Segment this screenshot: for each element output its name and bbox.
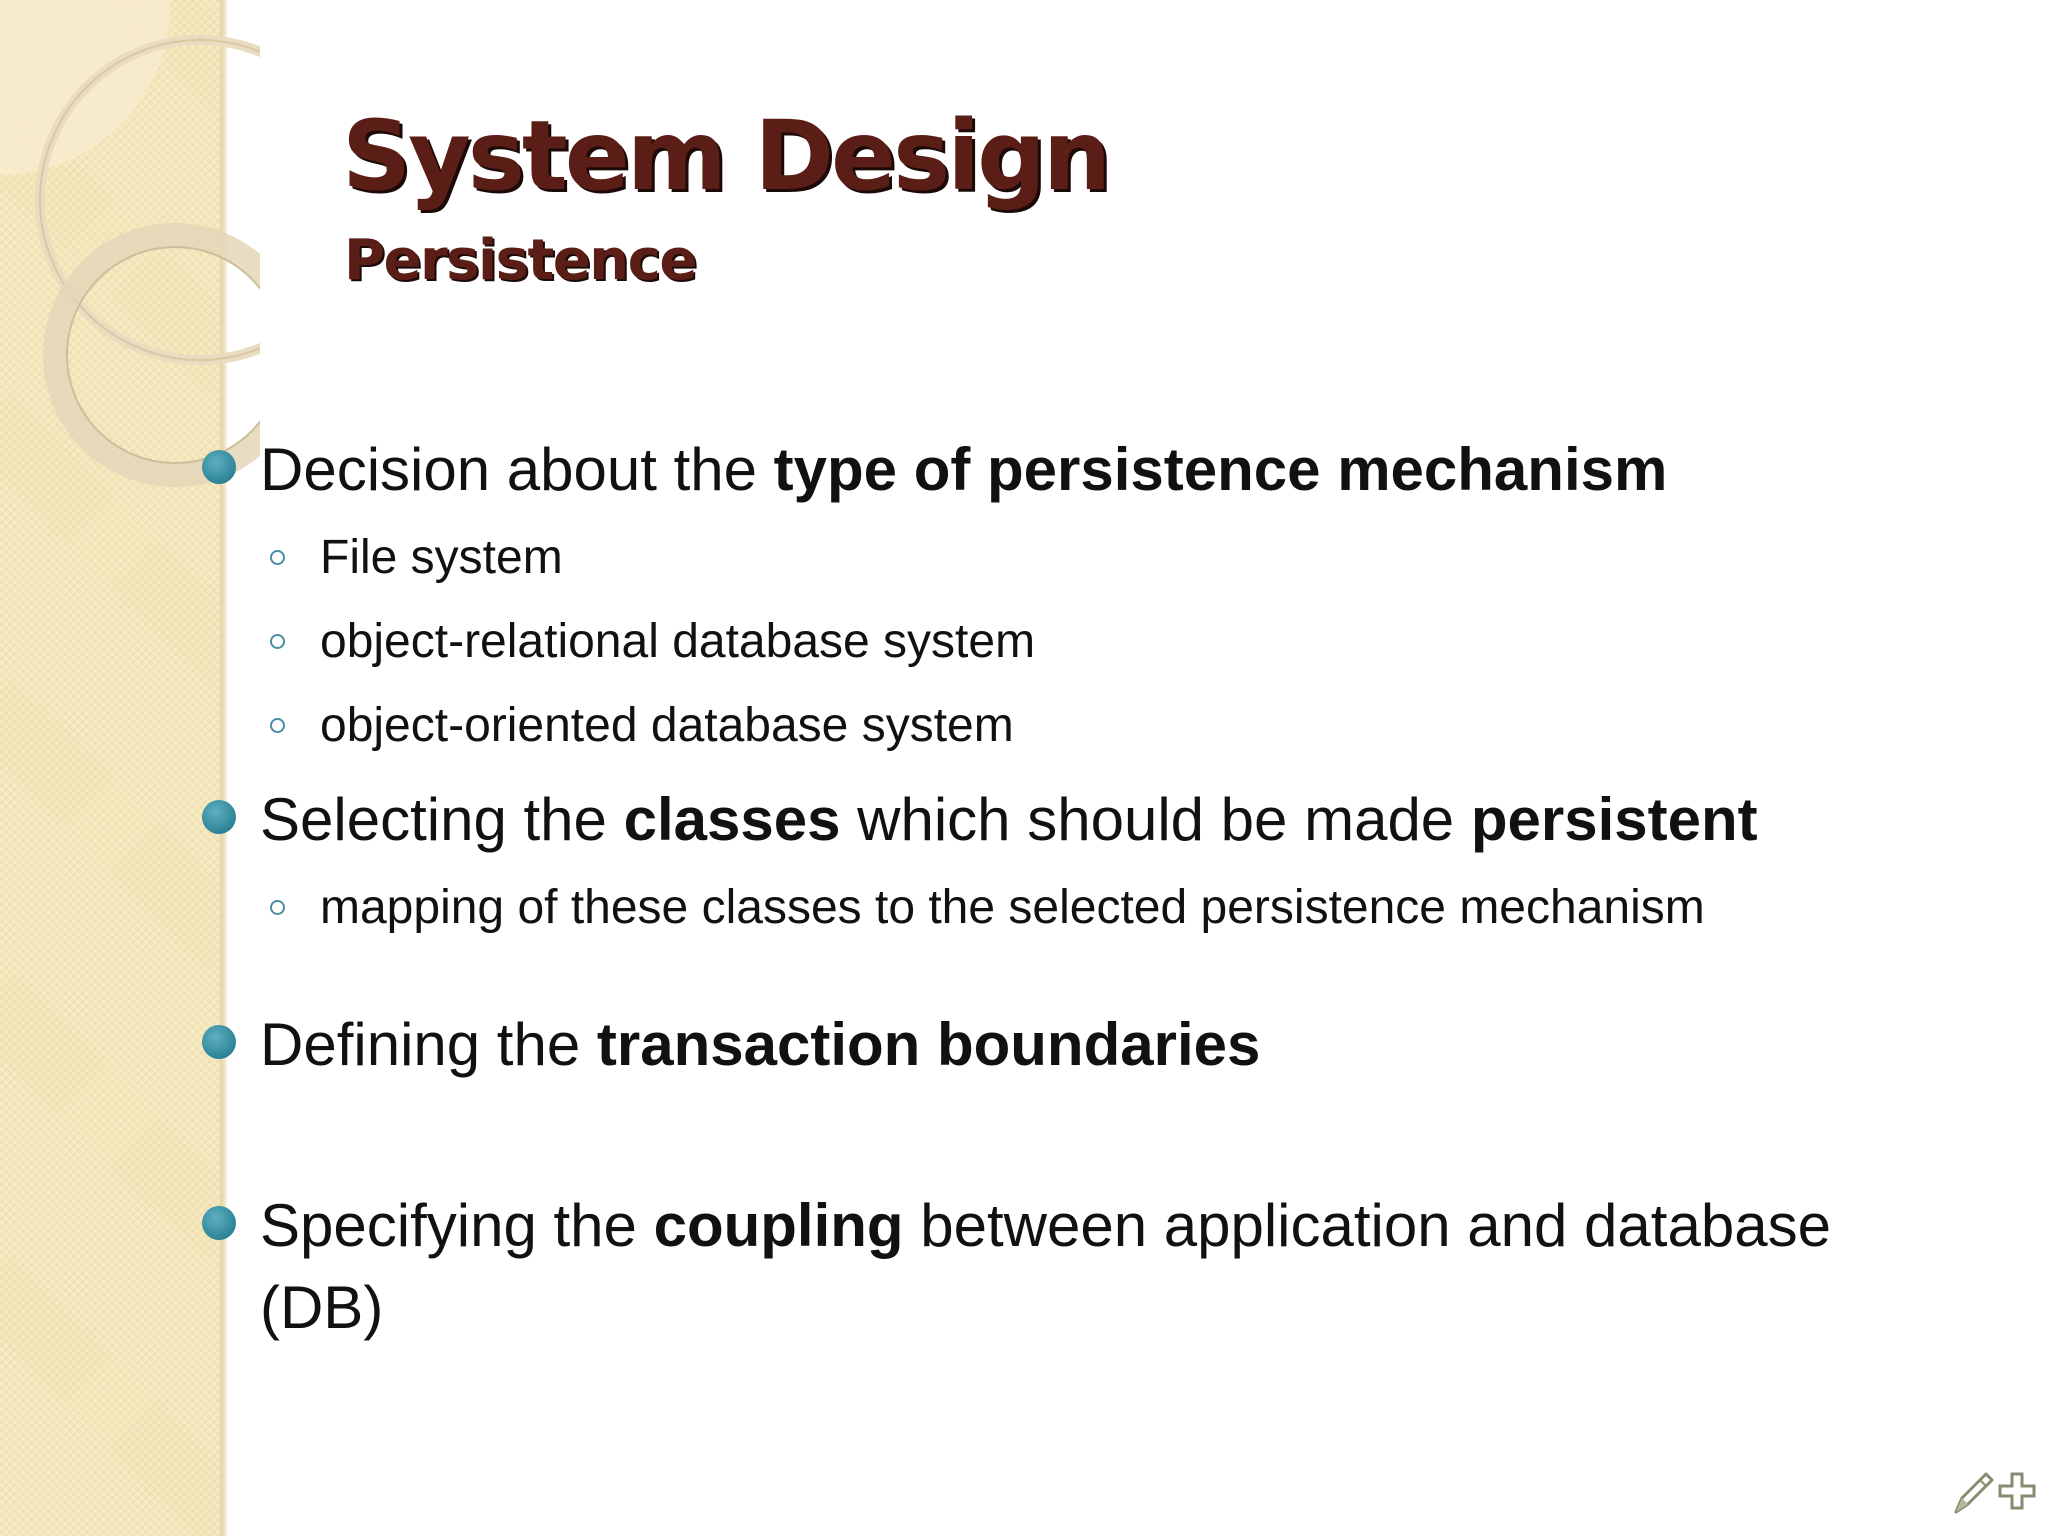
bullet-persistence-mechanism: Decision about the type of persistence mechanism bbox=[260, 428, 1667, 512]
side-decoration-band bbox=[0, 0, 220, 1536]
pen-icon[interactable] bbox=[1956, 1474, 1992, 1512]
sub-bullet-mapping: mapping of these classes to the selected persistence mechanism bbox=[320, 876, 1705, 940]
bullet-dot-icon bbox=[202, 1025, 236, 1059]
sub-bullet-ring-icon bbox=[270, 634, 285, 649]
slide-title: System Design bbox=[342, 100, 1109, 212]
bullet-dot-icon bbox=[202, 1206, 236, 1240]
slideshow-toolbar[interactable] bbox=[1948, 1460, 2048, 1520]
sub-bullet-object-oriented: object-oriented database system bbox=[320, 694, 1014, 758]
bullet-coupling-continuation: (DB) bbox=[260, 1274, 384, 1341]
plus-icon[interactable] bbox=[2000, 1474, 2034, 1508]
slide-subtitle: Persistence bbox=[344, 228, 696, 293]
bullet-dot-icon bbox=[202, 450, 236, 484]
bullet-selecting-classes: Selecting the classes which should be made persistent bbox=[260, 778, 1758, 862]
sub-bullet-ring-icon bbox=[270, 900, 285, 915]
bullet-dot-icon bbox=[202, 800, 236, 834]
bullet-coupling: Specifying the coupling between application and database bbox=[260, 1184, 1831, 1268]
bullet-transaction-boundaries: Defining the transaction boundaries bbox=[260, 1003, 1260, 1087]
sub-bullet-ring-icon bbox=[270, 550, 285, 565]
sub-bullet-file-system: File system bbox=[320, 526, 563, 590]
sub-bullet-ring-icon bbox=[270, 718, 285, 733]
sub-bullet-object-relational: object-relational database system bbox=[320, 610, 1035, 674]
side-divider bbox=[220, 0, 228, 1536]
